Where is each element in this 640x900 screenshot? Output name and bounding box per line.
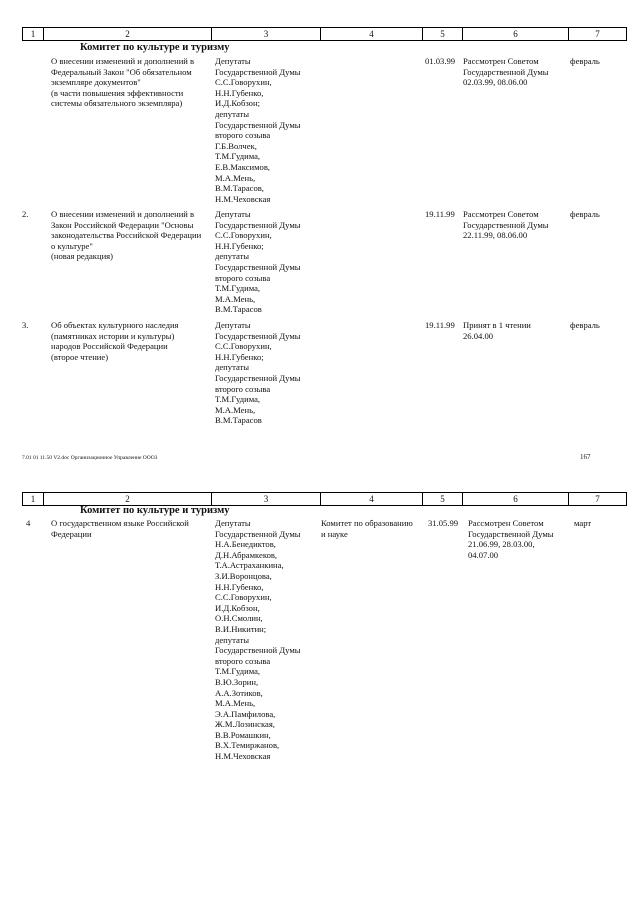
bill-authors: Депутаты Государственной Думы Н.А.Бенедиктов, Д.Н.Абрамкеков, Т.А.Астраханкина, З.И.Воронцова, Н.Н.Губенко, С.С.Говорухин, И.Д.Кобзон, О.Н.Смолин, В.И.Никитин; депутаты Государственной Думы второго созыва Т.М.Гудима, В.Ю.Зорин, А.А.Зотиков, М.А.Мень, Э.А.Памфилова, Ж.М.Лозинская, В.В.Ромашкин, В.Х.Темиржанов, Н.М.Чеховская bbox=[215, 518, 301, 762]
bill-status: Рассмотрен Советом Государственной Думы 02.03.99, 08.06.00 bbox=[463, 56, 549, 88]
column-header-1: 1 bbox=[23, 493, 44, 505]
planned-month: февраль bbox=[570, 320, 600, 330]
submission-date: 19.11.99 bbox=[425, 209, 455, 219]
submission-date: 01.03.99 bbox=[425, 56, 456, 66]
column-header-6: 6 bbox=[463, 493, 569, 505]
row-number: 2. bbox=[22, 209, 29, 219]
bill-authors: Депутаты Государственной Думы С.С.Говорухин, Н.Н.Губенко, И.Д.Кобзон; депутаты Государственной Думы второго созыва Г.Б.Волчек, Т.М.Гудима, Е.В.Максимов, М.А.Мень, В.М.Тарасов, Н.М.Чеховская bbox=[215, 56, 301, 204]
bill-title: Об объектах культурного наследия (памятниках истории и культуры) народов Российской Федерации (второе чтение) bbox=[51, 320, 179, 362]
column-header-3: 3 bbox=[212, 28, 321, 40]
page-number: 167 bbox=[580, 453, 591, 461]
row-number: 3. bbox=[22, 320, 29, 330]
bill-title: О государственном языке Российской Федерации bbox=[51, 518, 189, 539]
column-header-5: 5 bbox=[423, 493, 463, 505]
bill-authors: Депутаты Государственной Думы С.С.Говорухин, Н.Н.Губенко; депутаты Государственной Думы второго созыва Т.М.Гудима, М.А.Мень, В.М.Тарасов bbox=[215, 320, 301, 426]
column-header-4: 4 bbox=[321, 493, 423, 505]
bill-status: Рассмотрен Советом Государственной Думы 21.06.99, 28.03.00, 04.07.00 bbox=[468, 518, 554, 560]
column-header-row bbox=[22, 492, 627, 506]
bill-status: Принят в 1 чтении 26.04.00 bbox=[463, 320, 531, 341]
bill-status: Рассмотрен Советом Государственной Думы 22.11.99, 08.06.00 bbox=[463, 209, 549, 241]
bill-title: О внесении изменений и дополнений в Закон Российской Федерации "Основы законодательства Российской Федерации о культуре" (новая редакция) bbox=[51, 209, 202, 262]
bill-authors: Депутаты Государственной Думы С.С.Говорухин, Н.Н.Губенко; депутаты Государственной Думы второго созыва Т.М.Гудима, М.А.Мень, В.М.Тарасов bbox=[215, 209, 301, 315]
planned-month: февраль bbox=[570, 209, 600, 219]
column-header-7: 7 bbox=[595, 494, 600, 504]
column-header-row bbox=[22, 27, 627, 41]
submission-date: 19.11.99 bbox=[425, 320, 455, 330]
co-executor-committee: Комитет по образованию и науке bbox=[321, 518, 413, 539]
committee-heading: Комитет по культуре и туризму bbox=[80, 42, 230, 53]
document-footer: 7.01 01 11.50 V2.doc Организационное Управление ООО3 bbox=[22, 455, 158, 461]
committee-heading: Комитет по культуре и туризму bbox=[80, 505, 230, 516]
column-header-4: 4 bbox=[321, 28, 423, 40]
bill-title: О внесении изменений и дополнений в Федеральный Закон "Об обязательном экземпляре документов" (в части повышения эффективности системы обязательного экземпляра) bbox=[51, 56, 195, 109]
column-header-3: 3 bbox=[212, 493, 321, 505]
column-header-2: 2 bbox=[44, 28, 212, 40]
column-header-7: 7 bbox=[595, 29, 600, 39]
column-header-5: 5 bbox=[423, 28, 463, 40]
column-header-2: 2 bbox=[44, 493, 212, 505]
column-header-1: 1 bbox=[23, 28, 44, 40]
row-number: 4 bbox=[26, 518, 31, 528]
submission-date: 31.05.99 bbox=[428, 518, 459, 528]
planned-month: февраль bbox=[570, 56, 600, 66]
column-header-6: 6 bbox=[463, 28, 569, 40]
planned-month: март bbox=[574, 518, 592, 528]
